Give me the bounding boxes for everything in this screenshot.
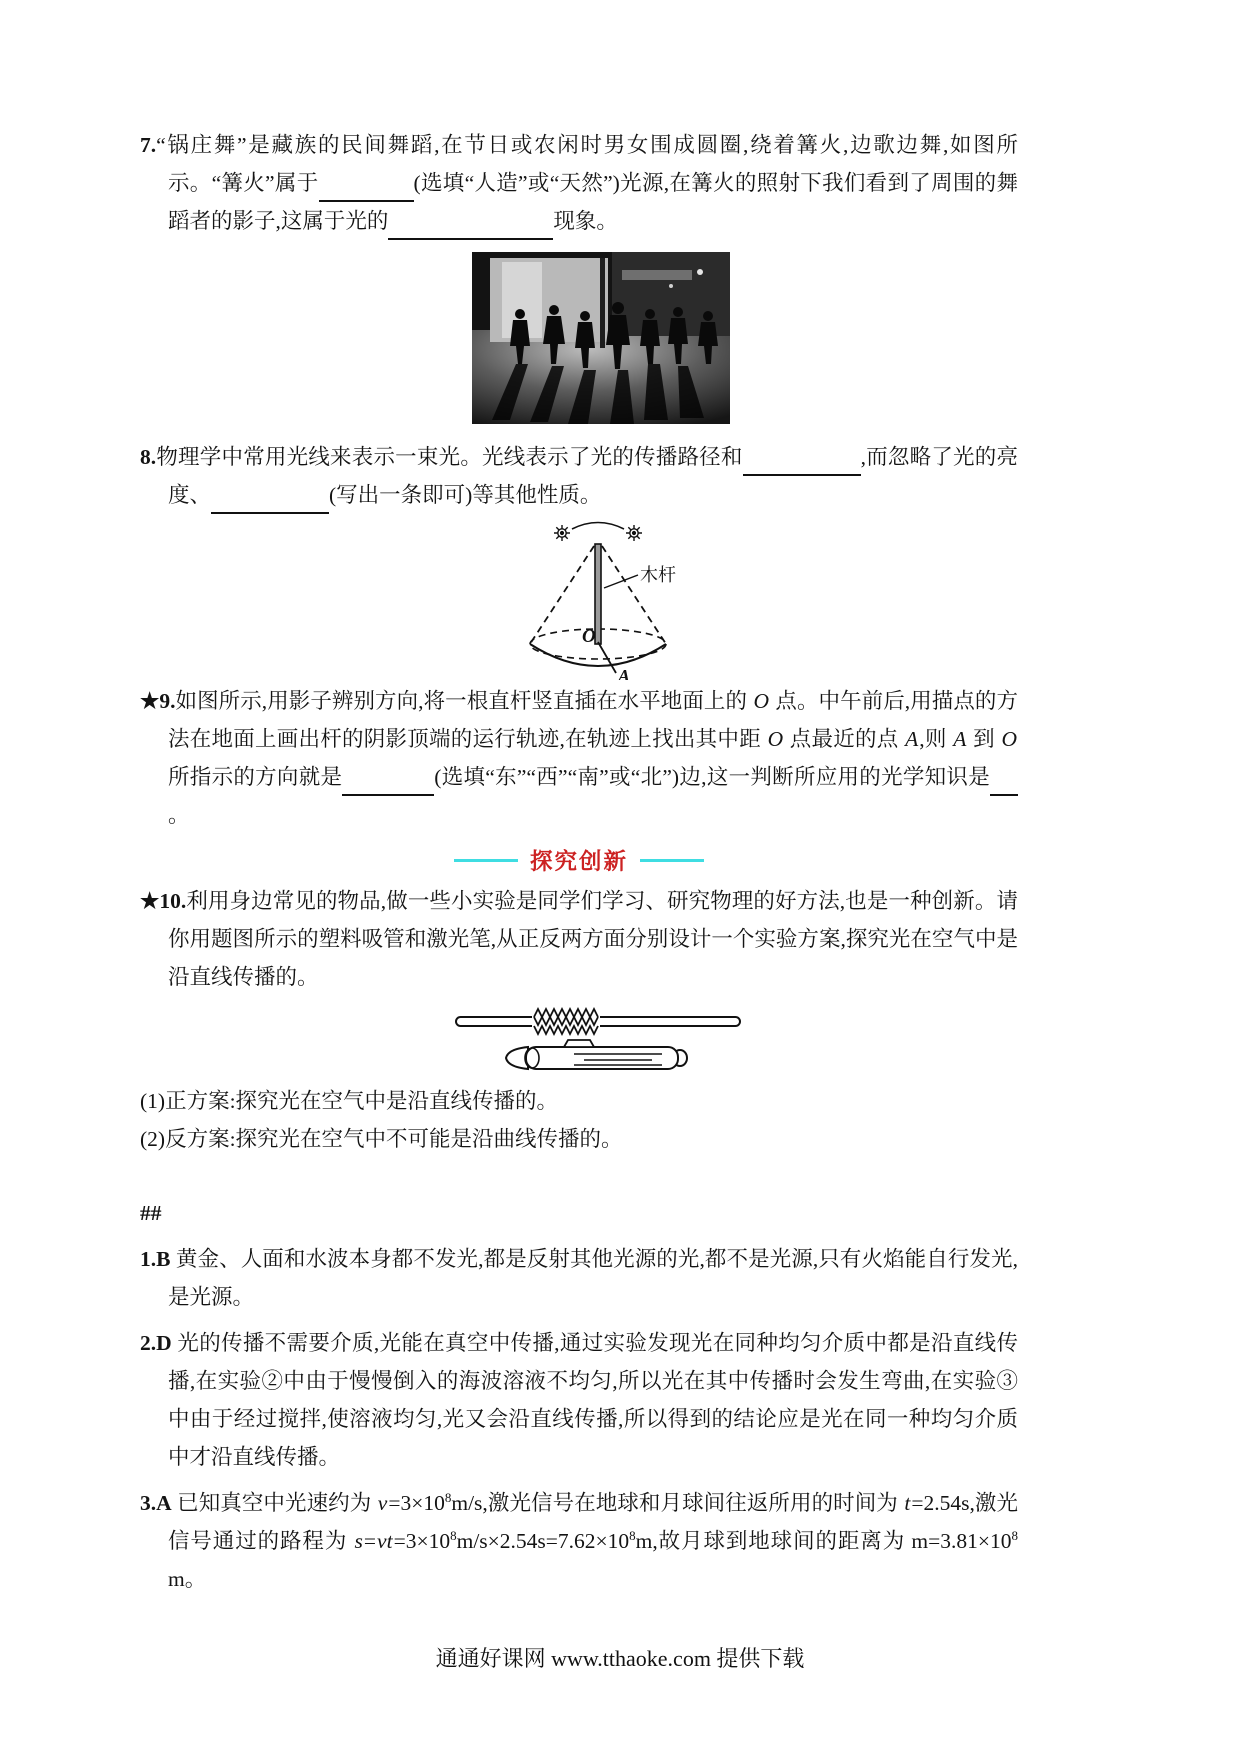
fill-in-blank	[990, 771, 1018, 796]
stick	[595, 544, 601, 644]
question-10-plan-2: (2)反方案:探究光在空气中不可能是沿曲线传播的。	[140, 1127, 623, 1151]
laser-pen-button	[564, 1040, 594, 1047]
question-7: 7.“锅庄舞”是藏族的民间舞蹈,在节日或农闲时男女围成圆圈,绕着篝火,边歌边舞,如图所示。“篝火”属于 (选填“人造”或“天然”)光源,在篝火的照射下我们看到了周围的舞蹈者的影子,这属于光的 现象。	[140, 126, 1018, 240]
label-A: A	[618, 666, 631, 680]
header-rule-right	[640, 859, 704, 862]
shadow-stick-diagram	[492, 518, 704, 680]
section-header-label: 探究创新	[529, 849, 628, 874]
sun-path-arc	[572, 523, 624, 530]
dance-photo-illustration	[472, 252, 730, 424]
question-9: ★9.如图所示,用影子辨别方向,将一根直杆竖直插在水平地面上的 O 点。中午前后,用描点的方法在地面上画出杆的阴影顶端的运行轨迹,在轨迹上找出其中距 O 点最近的点 A,则 A 到 O 所指示的方向就是 (选填“东”“西”“南”或“北”)边,这一判断所应用的光学知识是。	[140, 689, 1018, 827]
question-8: 8.物理学中常用光线来表示一束光。光线表示了光的传播路径和 ,而忽略了光的亮度、 (写出一条即可)等其他性质。	[140, 438, 1018, 514]
fill-in-blank	[319, 177, 414, 202]
answer-1: 1.B 黄金、人面和水波本身都不发光,都是反射其他光源的光,都不是光源,只有火焰能自行发光,是光源。	[140, 1247, 1018, 1309]
footer-download-credit: 通通好课网 www.tthaoke.com 提供下载	[435, 1646, 805, 1671]
laser-pen	[506, 1040, 687, 1069]
worksheet-content	[140, 126, 1018, 1598]
question-10-plan-1: (1)正方案:探究光在空气中是沿直线传播的。	[140, 1089, 559, 1113]
fill-in-blank	[388, 215, 553, 240]
answer-3: 3.A 已知真空中光速约为 $v=3\times 10^8m/s$,激光信号在地球和月球间往返所用的时间为 t=2.54s,激光信号通过的路程为 $s=vt=3\times 10^8m/s\times 2.54s=7.62\times 10^8m$,故月球到地球间的距离为 $m=3.81\times 10^8m$。	[140, 1489, 1018, 1591]
fill-in-blank	[211, 489, 329, 514]
header-rule-left	[454, 859, 518, 862]
straw-and-laser-pen-diagram	[448, 1002, 748, 1076]
trajectory-arc	[530, 644, 666, 666]
photo-guozhuang-dance	[472, 252, 730, 424]
question-10: ★10.利用身边常见的物品,做一些小实验是同学们学习、研究物理的好方法,也是一种创新。请你用题图所示的塑料吸管和激光笔,从正反两方面分别设计一个实验方案,探究光在空气中是沿直线传播的。	[140, 889, 1018, 989]
sun-icon	[626, 525, 642, 541]
fill-in-blank	[743, 451, 861, 476]
section-header-explore-innovate	[140, 844, 1018, 876]
label-stick: 木杆	[640, 565, 676, 585]
answer-2: 2.D 光的传播不需要介质,光能在真空中传播,通过实验发现光在同种均匀介质中都是沿直线传播,在实验②中由于慢慢倒入的海波溶液不均匀,所以光在其中传播时会发生弯曲,在实验③中由于经过搅拌,使溶液均匀,光又会沿直线传播,所以得到的结论应是光在同一种均匀介质中才沿直线传播。	[140, 1331, 1018, 1469]
label-O: O	[582, 626, 596, 647]
answers-marker: ##	[140, 1201, 162, 1225]
sun-icon	[554, 525, 570, 541]
fill-in-blank	[342, 771, 434, 796]
